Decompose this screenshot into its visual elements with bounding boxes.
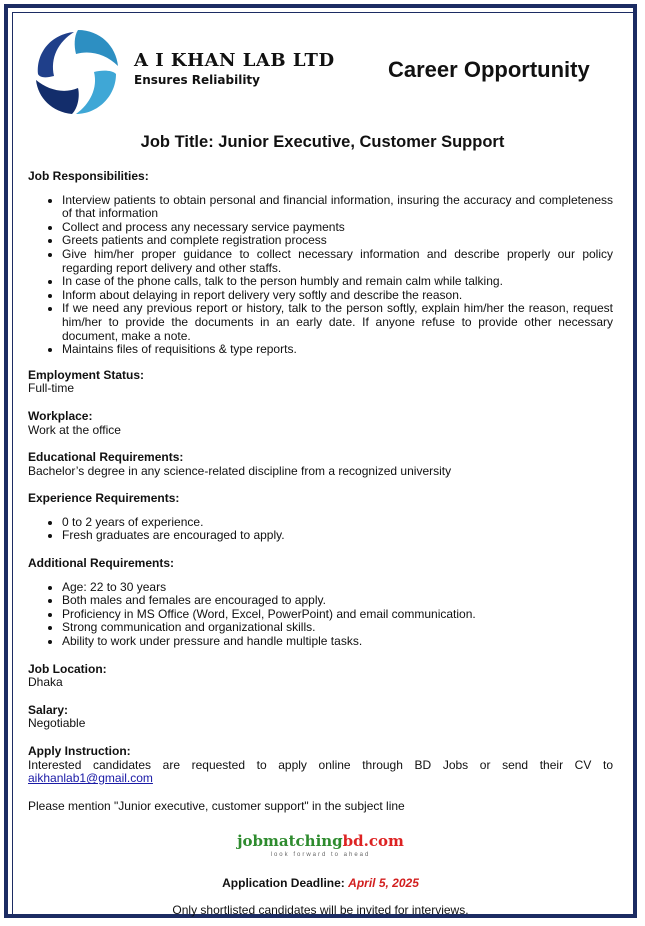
additional-list	[28, 581, 613, 649]
apply-email-link[interactable]: aikhanlab1@gmail.com	[28, 771, 153, 786]
list-item: • Fresh graduates are encouraged to apply.	[62, 529, 613, 543]
company-tagline: Ensures Reliability	[134, 73, 260, 87]
workplace-value: Work at the office	[28, 422, 121, 437]
list-item: • Give him/her proper guidance to collect necessary information and describe properly our policy regarding report delivery and other staffs.	[62, 248, 613, 275]
workplace-section	[28, 410, 613, 437]
list-item: • Age: 22 to 30 years	[62, 581, 613, 595]
list-item: • Greets patients and complete registration process	[62, 234, 613, 248]
company-logo-icon	[28, 24, 124, 120]
list-item: • Inform about delaying in report delivery very softly and describe the reason.	[62, 289, 613, 303]
footer-note: Only shortlisted candidates will be invited for interviews.	[172, 903, 469, 918]
jobmatching-brand-logo	[28, 832, 613, 862]
list-item: • 0 to 2 years of experience.	[62, 516, 613, 530]
list-item: • Ability to work under pressure and handle multiple tasks.	[62, 635, 613, 649]
career-banner-title: Career Opportunity	[388, 57, 590, 82]
additional-heading: Additional Requirements:	[28, 556, 175, 571]
responsibilities-section	[28, 170, 613, 357]
deadline-date: April 5, 2025	[348, 875, 419, 890]
job-content	[28, 170, 613, 918]
experience-heading: Experience Requirements:	[28, 491, 180, 506]
list-item: • If we need any previous report or history, talk to the person softly, explain him/her the reason, request him/her to provide the documents in an early date. If anyone refuse to provide other necessary document, make a note.	[62, 302, 613, 343]
job-title: Job Title: Junior Executive, Customer Support	[140, 133, 505, 151]
experience-list	[28, 516, 613, 543]
subject-note: Please mention "Junior executive, customer support" in the subject line	[28, 798, 405, 813]
location-value: Dhaka	[28, 675, 63, 690]
list-item: • Both males and females are encouraged to apply.	[62, 594, 613, 608]
deadline-label: Application Deadline:	[222, 875, 345, 890]
apply-instruction: Interested candidates are requested to apply online through BD Jobs or send their CV to	[28, 757, 613, 772]
salary-heading: Salary:	[28, 702, 69, 717]
apply-heading: Apply Instruction:	[28, 744, 131, 758]
additional-section	[28, 557, 613, 649]
brand-slogan: look forward to ahead	[270, 851, 371, 858]
apply-section	[28, 745, 613, 813]
experience-section	[28, 492, 613, 543]
list-item: • Collect and process any necessary service payments	[62, 221, 613, 235]
salary-section	[28, 704, 613, 731]
education-value: Bachelor’s degree in any science-related discipline from a recognized university	[28, 463, 452, 478]
employment-status-section	[28, 369, 613, 396]
responsibilities-list	[28, 194, 613, 357]
location-heading: Job Location:	[28, 661, 107, 676]
education-section	[28, 451, 613, 478]
apply-text	[28, 759, 613, 786]
responsibilities-heading: Job Responsibilities:	[28, 169, 149, 183]
application-deadline	[28, 877, 613, 891]
list-item: • Strong communication and organizational skills.	[62, 621, 613, 635]
brand-part-1: jobmatching	[237, 832, 343, 851]
company-name: A I KHAN LAB LTD	[134, 50, 335, 71]
list-item: • In case of the phone calls, talk to the person humbly and remain calm while talking.	[62, 275, 613, 289]
workplace-heading: Workplace:	[28, 408, 93, 423]
employment-status-value: Full-time	[28, 381, 75, 396]
list-item: • Proficiency in MS Office (Word, Excel, PowerPoint) and email communication.	[62, 608, 613, 622]
location-section	[28, 663, 613, 690]
salary-value: Negotiable	[28, 716, 86, 731]
education-heading: Educational Requirements:	[28, 450, 184, 465]
employment-status-heading: Employment Status:	[28, 367, 145, 382]
brand-part-2: bd.com	[342, 832, 404, 851]
list-item: • Interview patients to obtain personal and financial information, insuring the accuracy and completeness of that information	[62, 194, 613, 221]
list-item: • Maintains files of requisitions & type reports.	[62, 343, 613, 357]
